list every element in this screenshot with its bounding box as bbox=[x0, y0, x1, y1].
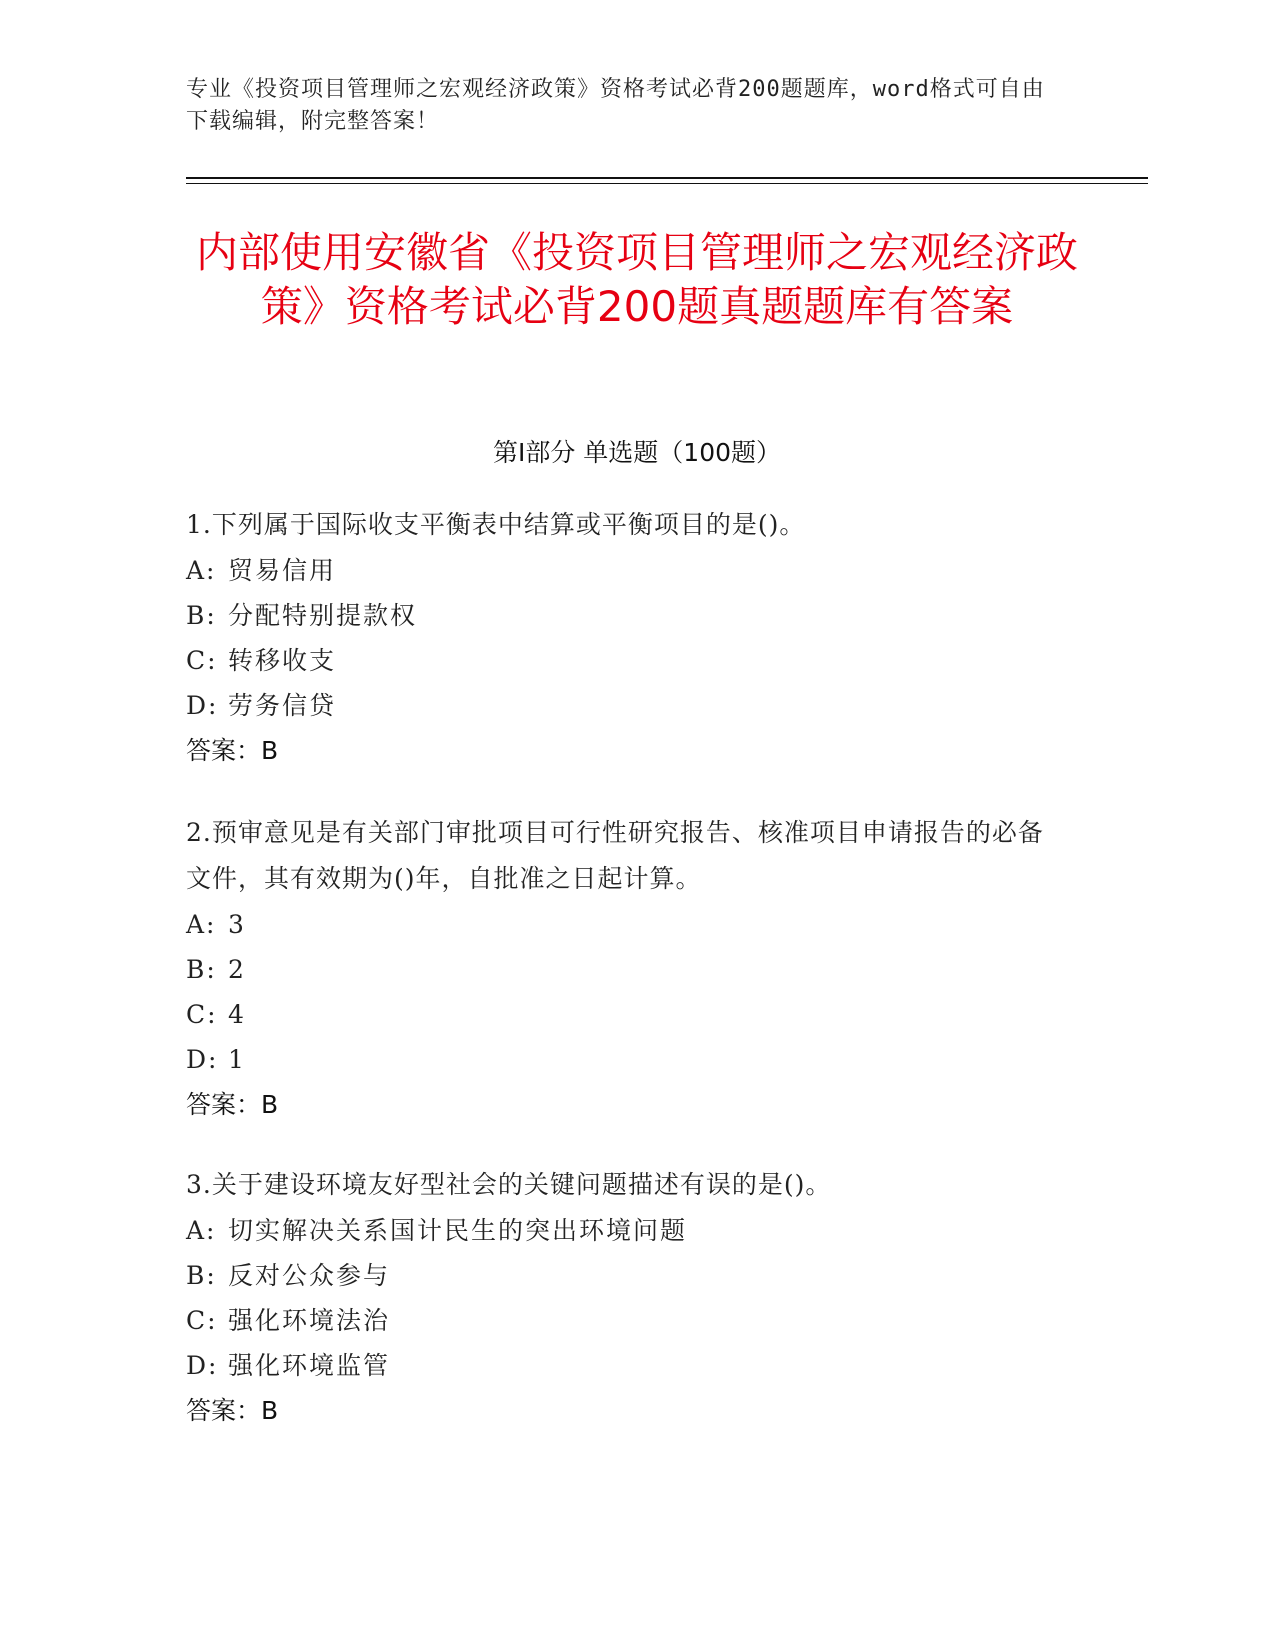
question-2 bbox=[186, 810, 1066, 1127]
option-key: D: bbox=[186, 1045, 219, 1074]
option-text: 转移收支 bbox=[228, 646, 337, 675]
option-text: 反对公众参与 bbox=[228, 1261, 391, 1290]
option-c bbox=[186, 638, 1066, 683]
option-b bbox=[186, 947, 1066, 992]
option-text: 分配特别提款权 bbox=[228, 601, 418, 630]
option-a bbox=[186, 1208, 1066, 1253]
section-title: 第I部分 单选题（100题） bbox=[492, 438, 782, 467]
option-d bbox=[186, 683, 1066, 728]
answer: 答案：B bbox=[186, 1396, 279, 1425]
option-key: B: bbox=[186, 1261, 217, 1290]
answer: 答案：B bbox=[186, 1090, 279, 1119]
option-d bbox=[186, 1037, 1066, 1082]
option-key: C: bbox=[186, 646, 218, 675]
option-text: 劳务信贷 bbox=[228, 691, 337, 720]
option-key: A: bbox=[186, 910, 217, 939]
header-note: 专业《投资项目管理师之宏观经济政策》资格考试必背200题题库，word格式可自由下载编辑，附完整答案！ bbox=[186, 77, 1045, 134]
header-rule-thin bbox=[186, 183, 1148, 184]
option-text: 切实解决关系国计民生的突出环境问题 bbox=[228, 1216, 688, 1245]
option-key: B: bbox=[186, 955, 217, 984]
option-b bbox=[186, 593, 1066, 638]
option-d bbox=[186, 1343, 1066, 1388]
option-key: C: bbox=[186, 1000, 218, 1029]
option-key: D: bbox=[186, 691, 219, 720]
document-title: 内部使用安徽省《投资项目管理师之宏观经济政策》资格考试必背200题真题题库有答案 bbox=[195, 228, 1078, 331]
question-stem: 3.关于建设环境友好型社会的关键问题描述有误的是()。 bbox=[186, 1170, 832, 1199]
question-stem: 2.预审意见是有关部门审批项目可行性研究报告、核准项目申请报告的必备文件，其有效期为()年，自批准之日起计算。 bbox=[186, 818, 1044, 893]
option-key: B: bbox=[186, 601, 217, 630]
option-a bbox=[186, 548, 1066, 593]
header-rule-thick bbox=[186, 177, 1148, 179]
option-text: 1 bbox=[228, 1045, 246, 1074]
option-text: 强化环境法治 bbox=[228, 1306, 391, 1335]
option-a bbox=[186, 902, 1066, 947]
option-key: D: bbox=[186, 1351, 219, 1380]
option-c bbox=[186, 1298, 1066, 1343]
option-key: A: bbox=[186, 556, 217, 585]
answer: 答案：B bbox=[186, 736, 279, 765]
option-key: A: bbox=[186, 1216, 217, 1245]
option-text: 3 bbox=[228, 910, 246, 939]
option-text: 贸易信用 bbox=[228, 556, 337, 585]
option-b bbox=[186, 1253, 1066, 1298]
question-stem: 1.下列属于国际收支平衡表中结算或平衡项目的是()。 bbox=[186, 510, 806, 539]
option-text: 强化环境监管 bbox=[228, 1351, 391, 1380]
option-text: 4 bbox=[228, 1000, 246, 1029]
option-text: 2 bbox=[228, 955, 246, 984]
question-3 bbox=[186, 1162, 1066, 1433]
option-key: C: bbox=[186, 1306, 218, 1335]
question-1 bbox=[186, 502, 1066, 773]
option-c bbox=[186, 992, 1066, 1037]
